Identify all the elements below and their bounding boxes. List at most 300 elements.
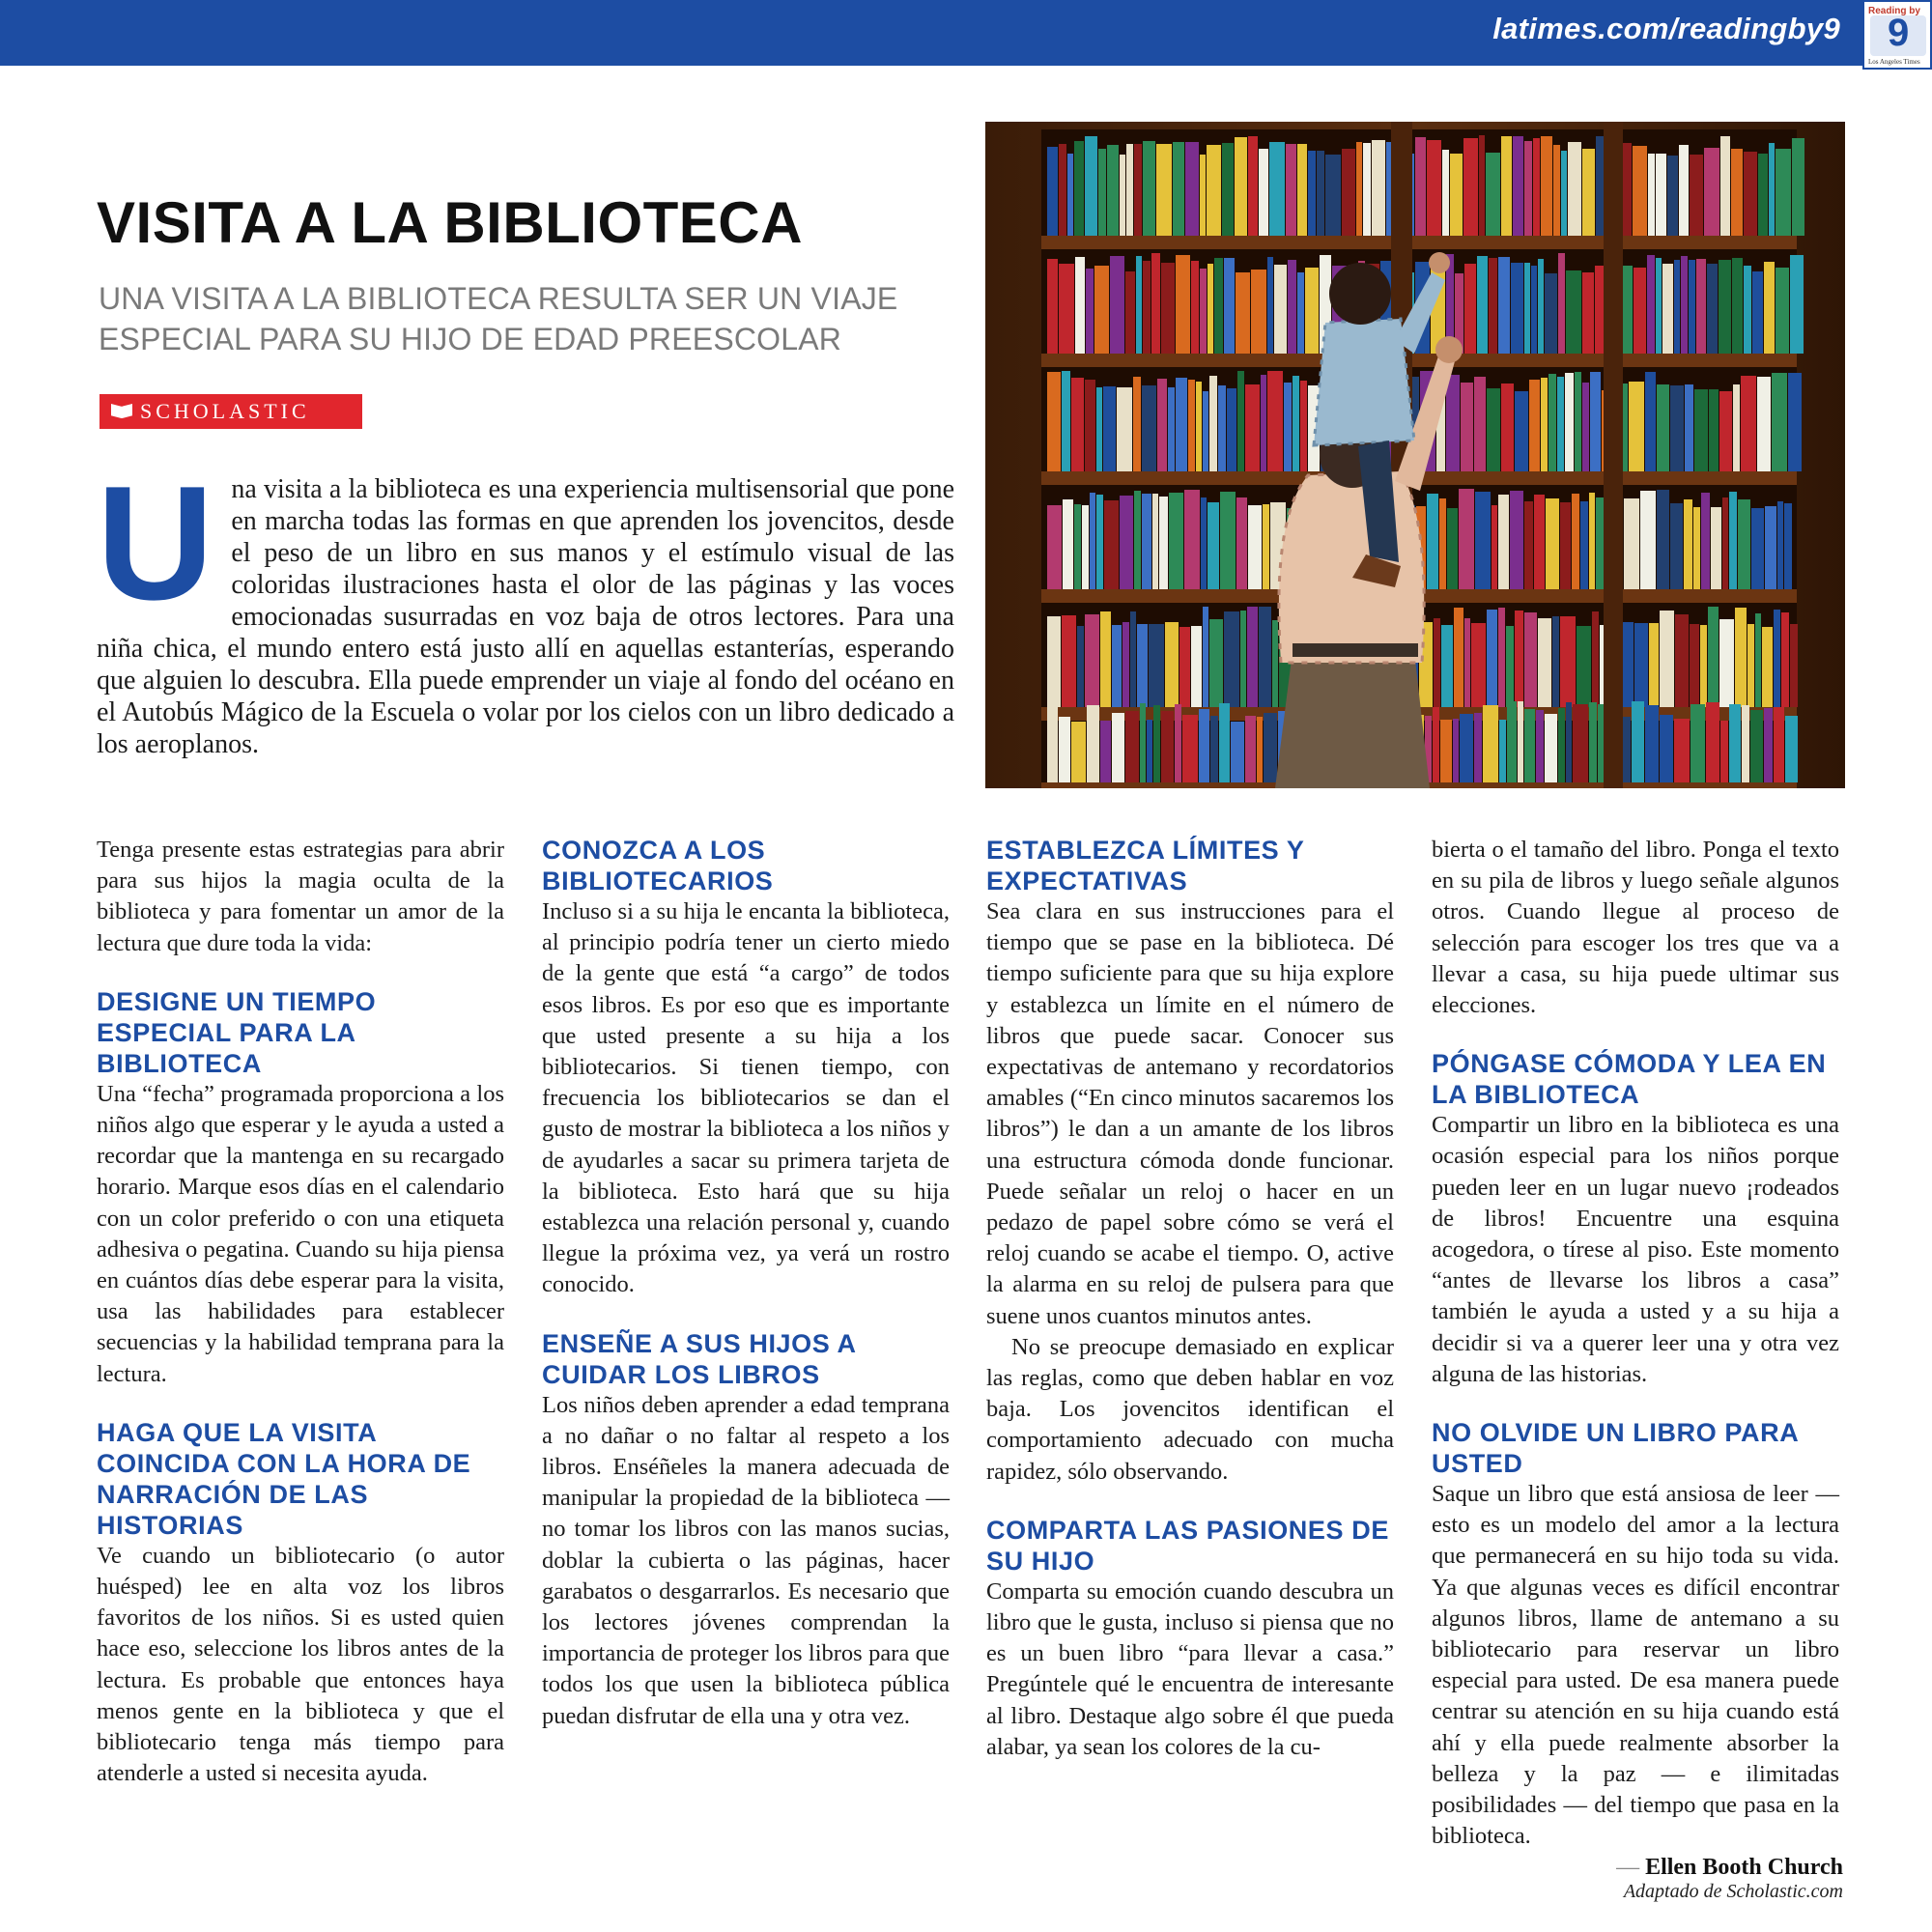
book-spine bbox=[1518, 701, 1523, 782]
book-spine bbox=[1247, 607, 1258, 707]
book-spine bbox=[1545, 714, 1557, 782]
heading-designe-tiempo: DESIGNE UN TIEMPO ESPECIAL PARA LA BIBLIOTECA bbox=[97, 986, 377, 1078]
book-spine bbox=[1553, 145, 1560, 236]
book-spine bbox=[1453, 719, 1459, 782]
book-spine bbox=[1648, 154, 1655, 236]
book-spine bbox=[1047, 259, 1058, 354]
book-spine bbox=[1201, 497, 1207, 589]
book-spine bbox=[1460, 714, 1473, 782]
book-spine bbox=[1463, 138, 1478, 236]
book-spine bbox=[1227, 388, 1236, 471]
article-subtitle: UNA VISITA A LA BIBLIOTECA RESULTA SER UN VIAJE ESPECIAL PARA SU HIJO DE EDAD PREESCOLAR bbox=[99, 281, 898, 356]
book-spine bbox=[1667, 156, 1678, 236]
book-spine bbox=[1245, 384, 1260, 471]
book-spine bbox=[1085, 614, 1099, 707]
book-spine bbox=[1690, 704, 1705, 782]
book-spine bbox=[1134, 144, 1142, 236]
book-spine bbox=[1274, 265, 1287, 354]
heading-pasiones: COMPARTA LAS PASIONES DE SU HIJO bbox=[986, 1515, 1389, 1576]
book-spine bbox=[1293, 376, 1299, 471]
book-spine bbox=[1784, 503, 1792, 589]
heading-comoda-lea: PÓNGASE CÓMODA Y LEA EN LA BIBLIOTECA bbox=[1432, 1049, 1827, 1110]
scholastic-logo bbox=[99, 394, 362, 429]
book-spine bbox=[1142, 385, 1156, 471]
book-spine bbox=[1147, 720, 1152, 782]
book-spine bbox=[1112, 625, 1122, 707]
book-spine bbox=[1168, 387, 1175, 471]
book-spine bbox=[1629, 382, 1644, 471]
book-spine bbox=[1143, 141, 1155, 236]
book-spine bbox=[1112, 713, 1124, 782]
book-spine bbox=[1685, 384, 1693, 471]
book-spine bbox=[1214, 258, 1223, 354]
book-spine bbox=[1776, 268, 1789, 354]
book-spine bbox=[1487, 610, 1497, 707]
book-spine bbox=[1441, 625, 1453, 707]
paragraph-cuidar-libros: Los niños deben aprender a edad temprana a no dañar o no faltar al respeto a los libros. Enséñeles la manera adecuada de manipular la propiedad de la biblioteca —no tomar los libros con las manos sucias, doblar la cubierta o las páginas, hacer garabatos o desgarrarlos. Es necesario que los lectores jóvenes comprendan la importancia de proteger los libros para que todos los que usen la biblioteca pública puedan disfrutar de ella una y otra vez. bbox=[542, 1391, 950, 1729]
scholastic-brand-text: SCHOLASTIC bbox=[140, 399, 310, 423]
book-spine bbox=[1240, 611, 1246, 707]
book-spine bbox=[1674, 719, 1690, 782]
book-spine bbox=[1077, 626, 1084, 707]
book-spine bbox=[1090, 493, 1095, 589]
article-title: VISITA A LA BIBLIOTECA bbox=[97, 190, 803, 255]
book-spine bbox=[1464, 264, 1476, 354]
book-spine bbox=[1675, 614, 1689, 707]
book-spine bbox=[1506, 626, 1514, 707]
book-spine bbox=[1107, 145, 1119, 236]
book-spine bbox=[1764, 262, 1775, 354]
book-spine bbox=[1152, 494, 1158, 589]
book-spine bbox=[1596, 136, 1605, 236]
book-spine bbox=[1696, 259, 1706, 354]
book-spine bbox=[1297, 144, 1307, 236]
book-spine bbox=[1707, 264, 1718, 354]
book-spine bbox=[1447, 508, 1458, 589]
book-spine bbox=[1200, 269, 1207, 354]
book-spine bbox=[1236, 497, 1247, 589]
book-spine bbox=[1372, 140, 1385, 236]
book-spine bbox=[1515, 391, 1528, 471]
open-book-icon bbox=[111, 404, 132, 418]
book-spine bbox=[1439, 498, 1446, 589]
book-spine bbox=[1199, 709, 1209, 782]
column-1-lead: Tenga presente estas estrategias para abrir para sus hijos la magia oculta de la biblioteca y para fomentar un amor de la lectura que dure toda la vida: bbox=[97, 837, 504, 956]
book-spine bbox=[1104, 500, 1119, 589]
paragraph-pasiones-continued: bierta o el tamaño del libro. Ponga el texto en su pila de libros y luego señale algunos otros. Cuando llegue al proceso de selección para escoger los tres que va a llevar a casa, su hija puede ultimar sus elecciones. bbox=[1432, 837, 1839, 1019]
paragraph-hora-narracion: Ve cuando un bibliotecario (o autor huésped) lee en alta voz los libros favoritos de los niños. Si es usted quien hace eso, seleccione los libros antes de la lectura. Es probable que entonces haya menos gente en la biblioteca y que el bibliotecario tenga más tiempo para atenderle a usted si necesita ayuda. bbox=[97, 1542, 504, 1787]
book-spine bbox=[1047, 372, 1061, 471]
book-spine bbox=[1117, 387, 1132, 471]
book-spine bbox=[1507, 701, 1517, 782]
book-spine bbox=[1071, 722, 1086, 782]
column-3 bbox=[986, 835, 1394, 1763]
book-spine bbox=[1264, 713, 1277, 782]
book-spine bbox=[1566, 270, 1581, 354]
book-spine bbox=[1220, 492, 1236, 589]
book-spine bbox=[1224, 611, 1239, 707]
drop-cap: U bbox=[97, 452, 214, 634]
book-spine bbox=[1598, 704, 1605, 782]
book-spine bbox=[1744, 266, 1751, 354]
book-spine bbox=[1461, 383, 1473, 471]
book-spine bbox=[1552, 616, 1559, 707]
book-spine bbox=[1764, 708, 1773, 782]
book-spine bbox=[1681, 256, 1688, 354]
book-spine bbox=[1582, 272, 1594, 354]
logo-text-top: Reading by bbox=[1868, 6, 1920, 16]
book-spine bbox=[1729, 704, 1741, 782]
column-2 bbox=[542, 835, 950, 1732]
book-spine bbox=[1483, 705, 1498, 782]
reading-by-9-logo bbox=[1862, 0, 1932, 70]
book-spine bbox=[1286, 144, 1296, 236]
book-spine bbox=[1524, 501, 1533, 589]
book-spine bbox=[1415, 137, 1426, 236]
book-spine bbox=[1454, 608, 1463, 707]
book-spine bbox=[1595, 266, 1604, 354]
book-spine bbox=[1781, 612, 1789, 707]
book-spine bbox=[1459, 489, 1474, 589]
book-spine bbox=[1047, 705, 1058, 782]
book-spine bbox=[1440, 720, 1452, 782]
book-spine bbox=[1679, 145, 1689, 236]
book-spine bbox=[1558, 253, 1565, 354]
book-spine bbox=[1236, 272, 1250, 354]
book-spine bbox=[1308, 151, 1316, 236]
book-spine bbox=[1085, 136, 1097, 236]
heading-limites-expectativas: ESTABLEZCA LÍMITES Y EXPECTATIVAS bbox=[986, 836, 1305, 895]
book-spine bbox=[1085, 380, 1095, 471]
book-spine bbox=[1741, 376, 1756, 471]
book-spine bbox=[1577, 626, 1591, 707]
book-spine bbox=[1209, 619, 1223, 707]
book-spine bbox=[1136, 256, 1142, 354]
byline bbox=[1616, 1855, 1843, 1903]
book-spine bbox=[1074, 504, 1081, 589]
book-spine bbox=[1769, 143, 1775, 236]
book-spine bbox=[1179, 627, 1190, 707]
book-spine bbox=[1071, 378, 1084, 471]
book-spine bbox=[1788, 373, 1802, 471]
book-spine bbox=[1487, 388, 1500, 471]
book-spine bbox=[1120, 496, 1133, 589]
book-spine bbox=[1094, 266, 1109, 354]
column-4 bbox=[1432, 835, 1839, 1852]
book-spine bbox=[1100, 611, 1111, 707]
book-spine bbox=[1708, 607, 1719, 707]
byline-author: Ellen Booth Church bbox=[1645, 1855, 1843, 1880]
book-spine bbox=[1191, 626, 1202, 707]
book-spine bbox=[1524, 141, 1532, 236]
book-spine bbox=[1300, 381, 1307, 471]
book-spine bbox=[1693, 507, 1700, 589]
book-spine bbox=[1785, 716, 1798, 782]
book-spine bbox=[1464, 618, 1470, 707]
book-spine bbox=[1565, 373, 1574, 471]
shelf-board bbox=[1041, 354, 1797, 367]
book-spine bbox=[1196, 382, 1202, 471]
book-spine bbox=[1751, 508, 1764, 589]
book-spine bbox=[1059, 144, 1066, 236]
book-spine bbox=[1263, 504, 1269, 589]
book-spine bbox=[1757, 377, 1771, 471]
book-spine bbox=[1735, 608, 1747, 707]
book-spine bbox=[1086, 269, 1094, 354]
book-spine bbox=[1700, 625, 1707, 707]
book-spine bbox=[1529, 380, 1540, 471]
book-spine bbox=[1251, 270, 1266, 354]
book-spine bbox=[1548, 374, 1556, 471]
book-spine bbox=[1059, 264, 1074, 354]
book-spine bbox=[1750, 710, 1763, 782]
book-spine bbox=[1224, 258, 1235, 354]
book-spine bbox=[1261, 375, 1266, 471]
book-spine bbox=[1305, 268, 1319, 354]
book-spine bbox=[1363, 143, 1371, 236]
book-spine bbox=[1742, 705, 1749, 782]
book-spine bbox=[1719, 619, 1734, 707]
book-spine bbox=[1284, 383, 1292, 471]
book-spine bbox=[1524, 612, 1537, 707]
book-spine bbox=[1498, 257, 1510, 354]
book-spine bbox=[1184, 490, 1200, 589]
book-spine bbox=[1288, 260, 1296, 354]
heading-cuidar-libros: ENSEÑE A SUS HIJOS A CUIDAR LOS LIBROS bbox=[542, 1328, 856, 1389]
book-spine bbox=[1222, 143, 1234, 236]
shelf-board bbox=[1041, 236, 1797, 249]
column-1 bbox=[97, 835, 504, 1789]
book-spine bbox=[1524, 263, 1530, 354]
byline-dash: — bbox=[1616, 1855, 1646, 1880]
book-spine bbox=[1634, 268, 1646, 354]
book-spine bbox=[1087, 705, 1099, 782]
book-spine bbox=[1110, 256, 1124, 354]
book-spine bbox=[1674, 260, 1680, 354]
book-spine bbox=[1711, 507, 1721, 589]
book-spine bbox=[1047, 505, 1062, 589]
book-spine bbox=[1059, 717, 1070, 782]
book-spine bbox=[1566, 702, 1572, 782]
book-spine bbox=[1157, 379, 1167, 471]
book-spine bbox=[1126, 144, 1133, 236]
book-spine bbox=[1747, 624, 1754, 707]
book-spine bbox=[1175, 704, 1181, 782]
book-spine bbox=[1149, 624, 1164, 707]
book-spine bbox=[1590, 372, 1601, 471]
book-spine bbox=[1622, 143, 1632, 236]
paragraph-comoda-lea: Compartir un libro en la biblioteca es una ocasión especial para los niños porque pueden leer en un lugar nuevo ¡rodeados de libros! Encuentre una esquina acogedora, o tírese al piso. Este momento “antes de llevarse los libros a casa” también le ayuda a usted y a su hija a decidir si va a querer leer una y otra vez alguna de las historias. bbox=[1432, 1112, 1839, 1387]
book-spine bbox=[1125, 271, 1135, 354]
book-spine bbox=[1267, 257, 1273, 354]
book-spine bbox=[1269, 142, 1285, 236]
book-spine bbox=[1479, 135, 1485, 236]
book-spine bbox=[1208, 264, 1213, 354]
book-spine bbox=[1645, 705, 1659, 782]
book-spine bbox=[1062, 615, 1076, 707]
book-spine bbox=[1272, 620, 1278, 707]
book-spine bbox=[1297, 272, 1304, 354]
book-spine bbox=[1670, 503, 1683, 589]
book-spine bbox=[1248, 505, 1262, 589]
book-spine bbox=[1690, 624, 1699, 707]
book-spine bbox=[1159, 497, 1168, 589]
book-spine bbox=[1720, 721, 1728, 782]
book-spine bbox=[1560, 616, 1576, 707]
book-spine bbox=[1634, 623, 1648, 707]
book-spine bbox=[1259, 149, 1268, 236]
book-spine bbox=[1259, 607, 1271, 707]
book-spine bbox=[1133, 377, 1141, 471]
header-url[interactable]: latimes.com/readingby9 bbox=[1492, 12, 1840, 45]
book-spine bbox=[1082, 505, 1089, 589]
book-spine bbox=[1722, 497, 1728, 589]
book-spine bbox=[1538, 259, 1544, 354]
book-spine bbox=[1074, 141, 1084, 236]
book-spine bbox=[1188, 380, 1195, 471]
book-spine bbox=[1790, 624, 1798, 707]
book-spine bbox=[1156, 144, 1172, 236]
book-spine bbox=[1245, 716, 1256, 782]
book-spine bbox=[1776, 149, 1791, 236]
book-spine bbox=[1096, 387, 1102, 471]
book-spine bbox=[1656, 258, 1662, 354]
book-spine bbox=[1545, 273, 1557, 354]
book-spine bbox=[1774, 610, 1780, 707]
book-spine bbox=[1442, 150, 1449, 236]
book-spine bbox=[1450, 154, 1463, 236]
book-spine bbox=[1536, 710, 1544, 782]
book-spine bbox=[1538, 618, 1551, 707]
book-spine bbox=[1427, 494, 1438, 589]
book-spine bbox=[1075, 257, 1085, 354]
book-spine bbox=[1657, 490, 1669, 589]
book-spine bbox=[1733, 384, 1740, 471]
book-spine bbox=[1689, 260, 1695, 354]
article-intro bbox=[97, 452, 954, 760]
book-spine bbox=[1498, 608, 1505, 707]
book-spine bbox=[1203, 607, 1208, 707]
book-spine bbox=[1325, 155, 1341, 236]
book-spine bbox=[1103, 386, 1116, 471]
book-spine bbox=[1647, 255, 1655, 354]
logo-text-bottom: Los Angeles Times bbox=[1868, 58, 1920, 66]
book-spine bbox=[1777, 501, 1783, 589]
book-spine bbox=[1582, 383, 1589, 471]
book-spine bbox=[1670, 385, 1684, 471]
book-spine bbox=[1513, 136, 1523, 236]
book-spine bbox=[1209, 376, 1217, 471]
book-spine bbox=[1744, 152, 1757, 236]
book-spine bbox=[1210, 716, 1218, 782]
book-spine bbox=[1531, 266, 1537, 354]
book-spine bbox=[1120, 155, 1125, 236]
book-spine bbox=[1203, 391, 1208, 471]
book-spine bbox=[1173, 142, 1184, 236]
book-spine bbox=[1557, 377, 1564, 471]
book-spine bbox=[1356, 142, 1362, 236]
paragraph-limites-expectativas: Sea clara en sus instrucciones para el tiempo que se pase en la biblioteca. Dé tiempo suficiente para que su hija explore y establezca un límite en el número de libros que puede sacar. Conocer sus expectativas de antemano y recordatorios amables (“En cinco minutos sacaremos los libros”) le dan a un amante de los libros una estructura cómoda donde funcionar. Puede señalar un reloj o hacer en un pedazo de papel sobre cómo se verá el reloj cuando se acabe el tiempo. O, active la alarma en su reloj de pulsera para que suene unos cuantos minutos antes. bbox=[986, 898, 1394, 1329]
book-spine bbox=[1580, 501, 1588, 589]
book-spine bbox=[1649, 623, 1659, 707]
book-spine bbox=[1134, 491, 1141, 589]
book-spine bbox=[1575, 372, 1581, 471]
book-spine bbox=[1772, 373, 1787, 471]
book-spine bbox=[1624, 498, 1639, 589]
book-spine bbox=[1684, 499, 1692, 589]
book-spine bbox=[1208, 502, 1219, 589]
book-spine bbox=[1182, 715, 1198, 782]
book-spine bbox=[1100, 721, 1111, 782]
book-spine bbox=[1774, 707, 1784, 782]
book-spine bbox=[1237, 371, 1244, 471]
book-spine bbox=[1427, 140, 1441, 236]
book-spine bbox=[1475, 492, 1491, 589]
book-spine bbox=[1137, 624, 1148, 707]
book-spine bbox=[1489, 258, 1497, 354]
book-spine bbox=[1130, 611, 1136, 707]
book-spine bbox=[1573, 704, 1588, 782]
book-spine bbox=[1191, 261, 1199, 354]
book-spine bbox=[1342, 149, 1355, 236]
book-spine bbox=[1640, 491, 1656, 589]
book-spine bbox=[1317, 151, 1324, 236]
book-spine bbox=[1176, 378, 1187, 471]
book-spine bbox=[1720, 136, 1730, 236]
byline-author-line bbox=[1616, 1855, 1843, 1881]
book-spine bbox=[1558, 708, 1565, 782]
book-spine bbox=[1755, 613, 1761, 707]
book-spine bbox=[1589, 702, 1597, 782]
book-spine bbox=[1096, 495, 1103, 589]
book-spine bbox=[1592, 611, 1599, 707]
book-spine bbox=[1248, 136, 1258, 236]
book-spine bbox=[1568, 142, 1581, 236]
book-spine bbox=[1140, 703, 1146, 782]
intro-text: na visita a la biblioteca es una experiencia multisensorial que pone en marcha todas las formas en que aprenden los jovencitos, desde el peso de un libro en sus manos y el estímulo visual de las coloridas ilustraciones hasta el olor de las páginas y las voces emocionadas susurradas en voz baja de otros lectores. Para una niña chica, el mundo entero está justo allí en aquellas estanterías, esperando que alguien lo descubra. Ella puede emprender un viaje al fondo del océano en el Autobús Mágico de la Escuela o volar por los cielos con un libro dedicado a los aeroplanos. bbox=[97, 474, 954, 759]
book-spine bbox=[1752, 271, 1763, 354]
book-spine bbox=[1510, 491, 1523, 589]
book-spine bbox=[1471, 623, 1486, 707]
book-spine bbox=[1546, 498, 1559, 589]
book-spine bbox=[1731, 149, 1743, 236]
book-spine bbox=[1762, 627, 1773, 707]
book-spine bbox=[1185, 142, 1199, 236]
logo-number: 9 bbox=[1888, 12, 1910, 54]
book-spine bbox=[1534, 495, 1545, 589]
book-spine bbox=[1161, 263, 1175, 354]
book-spine bbox=[1165, 622, 1179, 707]
book-spine bbox=[1561, 151, 1567, 236]
book-spine bbox=[1434, 618, 1440, 707]
book-spine bbox=[1231, 722, 1244, 782]
book-spine bbox=[1219, 703, 1230, 782]
book-spine bbox=[1143, 261, 1151, 354]
book-spine bbox=[1589, 493, 1595, 589]
book-spine bbox=[1200, 155, 1206, 236]
book-spine bbox=[1765, 506, 1776, 589]
book-spine bbox=[1474, 713, 1482, 782]
book-spine bbox=[1660, 611, 1674, 707]
book-spine bbox=[1660, 715, 1673, 782]
book-spine bbox=[1719, 260, 1731, 354]
book-spine bbox=[1541, 136, 1552, 236]
book-spine bbox=[1477, 256, 1488, 354]
book-spine bbox=[1474, 377, 1486, 471]
book-spine bbox=[1515, 611, 1523, 707]
book-spine bbox=[1433, 707, 1439, 782]
book-spine bbox=[1792, 138, 1804, 236]
